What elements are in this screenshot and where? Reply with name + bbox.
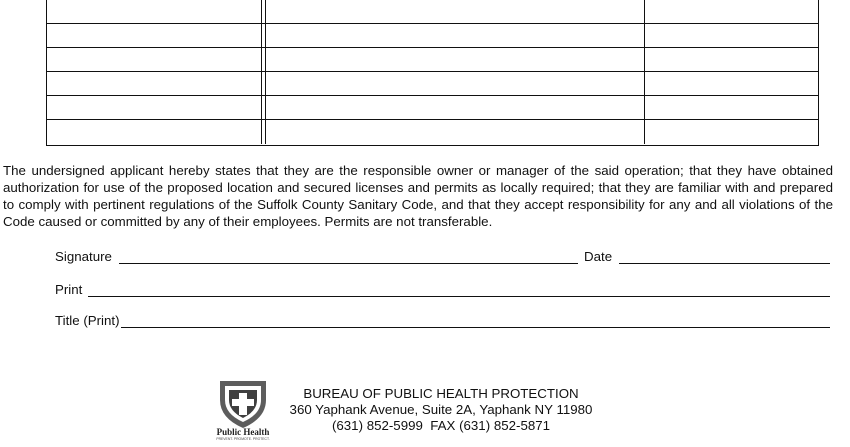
table-cell[interactable] [647,96,818,119]
bureau-info [282,386,600,434]
print-label: Print [55,282,83,297]
table-cell[interactable] [647,48,818,71]
table-cell[interactable] [647,24,818,47]
bureau-name: BUREAU OF PUBLIC HEALTH PROTECTION [303,386,579,401]
entry-table [46,0,819,146]
table-cell[interactable] [47,96,262,119]
logo-text: Public Health [216,427,270,437]
signature-field[interactable] [119,263,578,264]
table-row [47,120,818,144]
title-field[interactable] [121,327,830,328]
table-cell[interactable] [647,0,818,23]
bureau-phone: (631) 852-5999 FAX (631) 852-5871 [331,418,551,433]
title-label: Title (Print) [55,313,120,328]
print-name-field[interactable] [88,296,830,297]
logo-tagline: PREVENT. PROMOTE. PROTECT. [216,437,270,440]
public-health-logo [206,378,280,440]
table-row [47,0,818,24]
date-label: Date [584,249,613,264]
table-cell[interactable] [265,24,645,47]
table-row [47,24,818,48]
table-cell[interactable] [47,72,262,95]
table-cell[interactable] [47,24,262,47]
table-row [47,96,818,120]
table-cell[interactable] [265,48,645,71]
table-cell[interactable] [47,0,262,23]
table-cell[interactable] [647,120,818,144]
table-cell[interactable] [265,72,645,95]
bureau-address: 360 Yaphank Avenue, Suite 2A, Yaphank NY 11980 [289,402,593,417]
table-row [47,48,818,72]
table-cell[interactable] [265,0,645,23]
date-field[interactable] [619,263,830,264]
table-cell[interactable] [265,96,645,119]
table-row [47,72,818,96]
applicant-statement: The undersigned applicant hereby states that they are the responsible owner or manager of the said operation; that they have obtained authorization for use of the proposed location and secured licenses and permits as locally required; that they are familiar with and prepared to comply with pertinent regulations of the Suffolk County Sanitary Code, and that they accept responsibility for any and all violations of the Code caused or committed by any of their employees. Permits are not transferable. [3,163,833,229]
table-cell[interactable] [647,72,818,95]
table-cell[interactable] [265,120,645,144]
table-cell[interactable] [47,120,262,144]
signature-label: Signature [55,249,112,264]
table-cell[interactable] [47,48,262,71]
